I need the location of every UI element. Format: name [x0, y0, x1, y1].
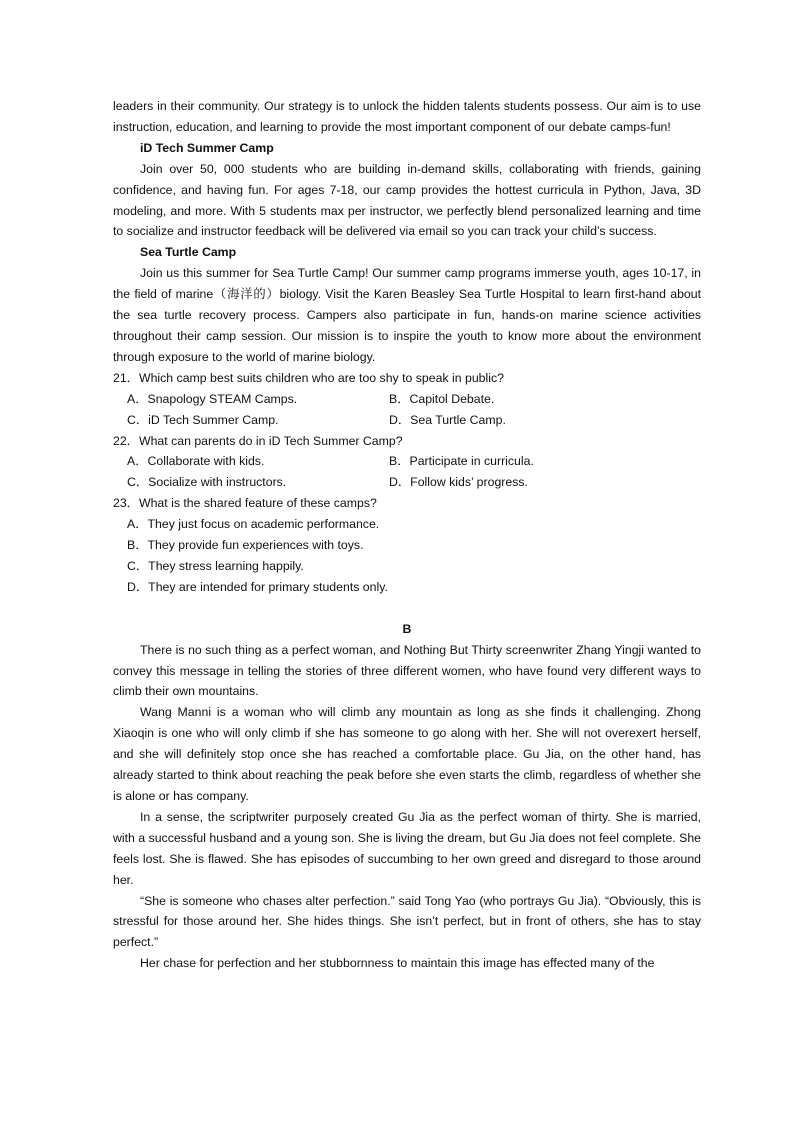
section-b-paragraph: Her chase for perfection and her stubbornness to maintain this image has effected many of the	[140, 956, 655, 971]
question-options	[127, 389, 701, 431]
option-c: C．They stress learning happily.	[127, 558, 304, 573]
question-options	[127, 451, 701, 493]
question-stem: 23．What is the shared feature of these camps?	[113, 496, 377, 511]
page-content	[113, 96, 701, 974]
option-a: A．Snapology STEAM Camps.	[127, 391, 298, 406]
section-b-paragraph: Wang Manni is a woman who will climb any mountain as long as she finds it challenging. Zhong Xiaoqin is one who will only climb if she has someone to go along with her. She will not overexert herself, and she will definitely stop once she has reached a comfortable place. Gu Jia, on the other hand, has already started to think about reaching the peak before she even starts the climb, regardless of whether she is alone or has company.	[113, 705, 701, 803]
section-b-paragraph: There is no such thing as a perfect woman, and Nothing But Thirty screenwriter Zhang Yingji wanted to convey this message in telling the stories of three different women, who have found very different ways to climb their own mountains.	[113, 642, 701, 699]
section-b-paragraph: In a sense, the scriptwriter purposely created Gu Jia as the perfect woman of thirty. She is married, with a successful husband and a young son. She is living the dream, but Gu Jia does not feel complete. She feels lost. She is flawed. She has episodes of succumbing to her own greed and disregard to those around her.	[113, 809, 701, 887]
question-options	[127, 514, 701, 598]
option-b: B．Capitol Debate.	[389, 391, 495, 406]
camp-id-heading: iD Tech Summer Camp	[140, 140, 274, 155]
intro-paragraph: leaders in their community. Our strategy is to unlock the hidden talents students possess. Our aim is to use instruction, education, and learning to provide the most important component of our debate camps-fun!	[113, 99, 701, 134]
option-c: C．Socialize with instructors.	[127, 475, 287, 490]
option-c: C．iD Tech Summer Camp.	[127, 412, 279, 427]
option-a: A．Collaborate with kids.	[127, 454, 265, 469]
option-d: D．Sea Turtle Camp.	[389, 412, 506, 427]
section-b-paragraph: “She is someone who chases alter perfection.” said Tong Yao (who portrays Gu Jia). “Obviously, this is stressful for those around her. She hides things. She isn’t perfect, but in front of others, she has to stay perfect.”	[113, 893, 701, 950]
option-b: B．Participate in curricula.	[389, 454, 534, 469]
question-stem: 22．What can parents do in iD Tech Summer Camp?	[113, 433, 403, 448]
question-21	[113, 368, 701, 431]
section-b-label: B	[402, 621, 412, 636]
option-d: D．They are intended for primary students only.	[127, 579, 388, 594]
option-b: B．They provide fun experiences with toys.	[127, 538, 364, 553]
option-d: D．Follow kids’ progress.	[389, 475, 528, 490]
camp-id-body: Join over 50, 000 students who are building in-demand skills, collaborating with friends, gaining confidence, and having fun. For ages 7-18, our camp provides the hottest curricula in Python, Java, 3D modeling, and more. With 5 students max per instructor, we perfectly blend personalized learning and time to socialize and instructor feedback will be delivered via email so you can track your child’s success.	[113, 161, 701, 239]
option-a: A．They just focus on academic performance.	[127, 517, 380, 532]
question-23	[113, 493, 701, 598]
question-22	[113, 431, 701, 494]
question-stem: 21．Which camp best suits children who are too shy to speak in public?	[113, 370, 504, 385]
camp-turtle-body: Join us this summer for Sea Turtle Camp! Our summer camp programs immerse youth, ages 10-17, in the field of marine（海洋的）biology. Visit the Karen Beasley Sea Turtle Hospital to learn first-hand about the sea turtle recovery process. Campers also participate in fun, hands-on marine science activities throughout their camp session. Our mission is to inspire the youth to know more about the environment through exposure to the world of marine biology.	[113, 266, 701, 364]
camp-turtle-heading: Sea Turtle Camp	[140, 245, 237, 260]
